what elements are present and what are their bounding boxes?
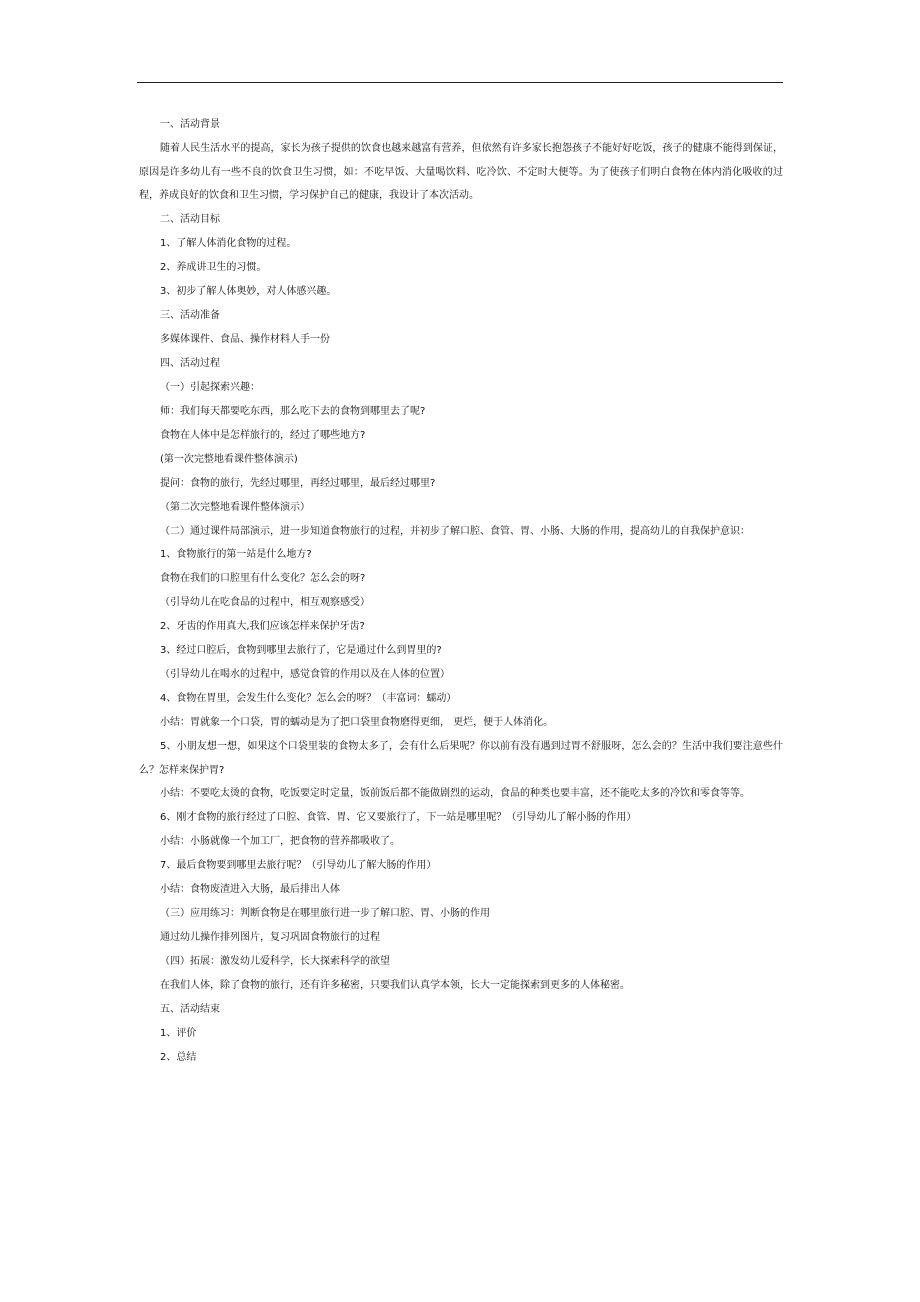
process-line: 小结：不要吃太烫的食物，吃饭要定时定量，饭前饭后都不能做剧烈的运动，食品的种类也要丰富，还不能吃太多的冷饮和零食等等。: [160, 788, 750, 799]
process-line: 7、最后食物要到哪里去旅行呢？（引导幼儿了解大肠的作用）: [160, 859, 437, 871]
heading-background: 一、活动背景: [160, 119, 220, 130]
process-line: 3、经过口腔后，食物到哪里去旅行了，它是通过什么到胃里的?: [160, 645, 442, 656]
process-line: 小结：小肠就像一个加工厂，把食物的营养都吸收了。: [160, 835, 400, 847]
process-line: 5、小朋友想一想，如果这个口袋里装的食物太多了，会有什么后果呢？你以前有没有遇到过胃不舒服呀，怎么会的？生活中我们要注意些什么？怎样来保护胃?: [139, 741, 783, 776]
heading-ending: 五、活动结束: [160, 1003, 220, 1015]
ending-item-2: 2、总结: [160, 1051, 197, 1063]
process-line: 在我们人体，除了食物的旅行，还有许多秘密，只要我们认真学本领，长大一定能探索到更多的人体秘密。: [160, 979, 630, 991]
process-line: 4、食物在胃里，会发生什么变化？怎么会的呀？（丰富词：蠕动）: [160, 693, 457, 704]
process-part-4-heading: （四）拓展：激发幼儿爱科学，长大探索科学的欲望: [160, 955, 390, 967]
document-body: [139, 113, 783, 1070]
process-line: 提问：食物的旅行，先经过哪里，再经过哪里，最后经过哪里?: [160, 477, 436, 489]
process-line: 通过幼儿操作排列图片，复习巩固食物旅行的过程: [160, 931, 380, 943]
paragraph-background: 随着人民生活水平的提高，家长为孩子提供的饮食也越来越富有营养，但依然有许多家长抱怨孩子不能好好吃饭，孩子的健康不能得到保证，原因是许多幼儿有一些不良的饮食卫生习惯，如：不吃早饭、大量喝饮料、吃冷饮、不定时大便等。为了使孩子们明白食物在体内消化吸收的过程，养成良好的饮食和卫生习惯，学习保护自己的健康，我设计了本次活动。: [139, 143, 783, 201]
process-line: 食物在人体中是怎样旅行的，经过了哪些地方?: [160, 429, 366, 441]
process-line: 2、牙齿的作用真大,我们应该怎样来保护牙齿?: [160, 621, 365, 632]
preparation-text: 多媒体课件、食品、操作材料人手一份: [160, 333, 330, 345]
goal-item-1: 1、了解人体消化食物的过程。: [160, 237, 297, 249]
process-line: 小结：食物废渣进入大肠，最后排出人体: [160, 883, 340, 895]
heading-process: 四、活动过程: [160, 357, 220, 369]
process-part-3-heading: （三）应用练习：判断食物是在哪里旅行进一步了解口腔、胃、小肠的作用: [160, 907, 490, 919]
process-line: 食物在我们的口腔里有什么变化？怎么会的呀?: [160, 573, 366, 584]
heading-preparation: 三、活动准备: [160, 309, 220, 321]
process-line: （引导幼儿在喝水的过程中，感觉食管的作用以及在人体的位置）: [160, 669, 450, 680]
heading-goals: 二、活动目标: [160, 213, 220, 225]
process-line: (第一次完整地看课件整体演示): [160, 453, 298, 465]
goal-item-3: 3、初步了解人体奥妙，对人体感兴趣。: [160, 285, 337, 297]
process-line: 1、食物旅行的第一站是什么地方?: [160, 549, 312, 560]
process-line: 6、刚才食物的旅行经过了口腔、食管、胃、它又要旅行了，下一站是哪里呢？（引导幼儿了解小肠的作用）: [160, 811, 637, 823]
goal-item-2: 2、养成讲卫生的习惯。: [160, 261, 267, 273]
process-line: 师：我们每天都要吃东西，那么吃下去的食物到哪里去了呢?: [160, 405, 426, 417]
ending-item-1: 1、评价: [160, 1027, 197, 1039]
process-part-1-heading: （一）引起探索兴趣：: [160, 381, 260, 393]
process-part-2-heading: （二）通过课件局部演示，进一步知道食物旅行的过程，并初步了解口腔、食管、胃、小肠、大肠的作用，提高幼儿的自我保护意识：: [160, 525, 750, 537]
process-line: （第二次完整地看课件整体演示）: [160, 501, 310, 513]
process-line: 小结：胃就象一个口袋，胃的蠕动是为了把口袋里食物磨得更细， 更烂，便于人体消化。: [160, 717, 554, 728]
header-rule: [137, 82, 783, 83]
process-line: （引导幼儿在吃食品的过程中，相互观察感受）: [160, 597, 370, 608]
